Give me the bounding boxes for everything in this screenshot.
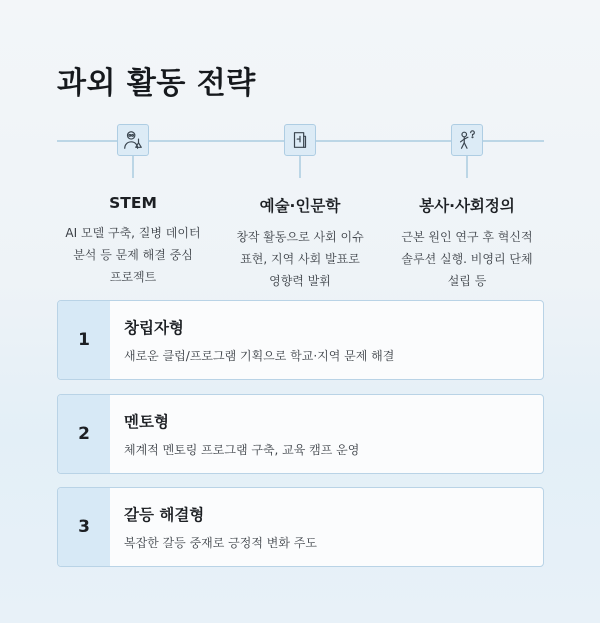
document-icon: [284, 124, 316, 156]
card-number: 1: [58, 301, 110, 379]
card-title: 멘토형: [124, 413, 169, 431]
scientist-icon: [117, 124, 149, 156]
column-title: 봉사·사회정의: [419, 197, 515, 215]
card-title: 갈등 해결형: [124, 506, 205, 524]
card-description: 복잡한 갈등 중재로 긍정적 변화 주도: [124, 536, 317, 550]
strategy-column-stem: [57, 124, 209, 288]
strategy-card-mentor: [57, 394, 544, 474]
connector-stem: [132, 156, 134, 178]
strategy-column-service: [391, 124, 543, 292]
column-description: 창작 활동으로 사회 이슈 표현, 지역 사회 발표로 영향력 발휘: [236, 230, 364, 288]
connector-stem: [466, 156, 468, 178]
column-description: AI 모델 구축, 질병 데이터 분석 등 문제 해결 중심 프로젝트: [65, 226, 201, 284]
column-title: STEM: [109, 194, 157, 212]
page-title: 과외 활동 전략: [57, 66, 256, 101]
card-description: 새로운 클럽/프로그램 기획으로 학교·지역 문제 해결: [124, 349, 395, 363]
connector-stem: [299, 156, 301, 178]
column-title: 예술·인문학: [259, 197, 341, 215]
card-description: 체계적 멘토링 프로그램 구축, 교육 캠프 운영: [124, 443, 360, 457]
card-number: 2: [58, 395, 110, 473]
strategy-card-founder: [57, 300, 544, 380]
strategy-card-mediator: [57, 487, 544, 567]
column-description: 근본 원인 연구 후 혁신적 솔루션 실행. 비영리 단체 설립 등: [401, 230, 533, 288]
card-number: 3: [58, 488, 110, 566]
strategy-column-arts: [224, 124, 376, 292]
thinking-person-icon: [451, 124, 483, 156]
card-title: 창립자형: [124, 319, 184, 337]
